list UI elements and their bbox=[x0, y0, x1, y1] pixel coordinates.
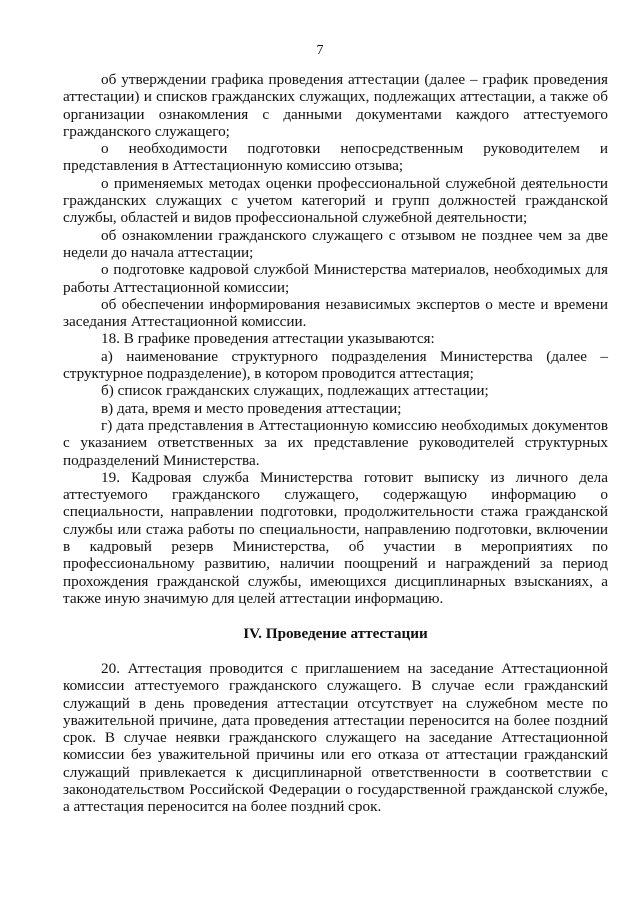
paragraph: б) список гражданских служащих, подлежащих аттестации; bbox=[101, 382, 489, 400]
paragraph: об утверждении графика проведения аттестации (далее – график проведения аттестации) и списков гражданских служащих, подлежащих аттестации, а также об организации ознакомления с данными документами каждого аттестуемого гражданского служащего; bbox=[63, 71, 608, 140]
body-text bbox=[63, 71, 608, 607]
paragraph: г) дата представления в Аттестационную комиссию необходимых документов с указанием ответственных за их представление руководителей структурных подразделений Министерства. bbox=[63, 416, 608, 469]
paragraph: о необходимости подготовки непосредственным руководителем и представления в Аттестационную комиссию отзыва; bbox=[63, 140, 608, 175]
paragraph: о подготовке кадровой службой Министерства материалов, необходимых для работы Аттестационной комиссии; bbox=[63, 261, 608, 296]
paragraph: 19. Кадровая служба Министерства готовит выписку из личного дела аттестуемого гражданского служащего, содержащую информацию о специальности, направлении подготовки, продолжительности стажа гражданской службы или стажа работы по специальности, направлению подготовки, включении в кадровый резерв Министерства, об участии в мероприятиях по профессиональному развитию, наличии поощрений и награждений за период прохождения гражданской службы, имеющихся дисциплинарных взысканиях, а также иную значимую для целей аттестации информацию. bbox=[63, 468, 608, 607]
page-number: 7 bbox=[316, 43, 324, 58]
section-body-text bbox=[63, 660, 608, 816]
paragraph: об обеспечении информирования независимых экспертов о месте и времени заседания Аттестационной комиссии. bbox=[63, 295, 608, 331]
paragraph: об ознакомлении гражданского служащего с отзывом не позднее чем за две недели до начала аттестации; bbox=[63, 226, 608, 261]
paragraph: 20. Аттестация проводится с приглашением на заседание Аттестационной комиссии аттестуемого гражданского служащего. В случае если гражданский служащий в день проведения аттестации отсутствует на служебном месте по уважительной причине, дата проведения аттестации переносится на более поздний срок. В случае неявки гражданского служащего на заседание Аттестационной комиссии без уважительной причины или его отказа от аттестации гражданский служащий привлекается к дисциплинарной ответственности в соответствии с законодательством Российской Федерации о государственной гражданской службе, а аттестация переносится на более поздний срок. bbox=[63, 660, 608, 816]
section-title: IV. Проведение аттестации bbox=[243, 625, 428, 642]
paragraph: 18. В графике проведения аттестации указываются: bbox=[101, 330, 435, 348]
paragraph: о применяемых методах оценки профессиональной служебной деятельности гражданских служащих с учетом категорий и групп должностей гражданской службы, областей и видов профессиональной служебной деятельности; bbox=[63, 174, 608, 227]
paragraph: а) наименование структурного подразделения Министерства (далее – структурное подразделение), в котором проводится аттестация; bbox=[63, 347, 608, 383]
paragraph: в) дата, время и место проведения аттестации; bbox=[101, 399, 402, 417]
